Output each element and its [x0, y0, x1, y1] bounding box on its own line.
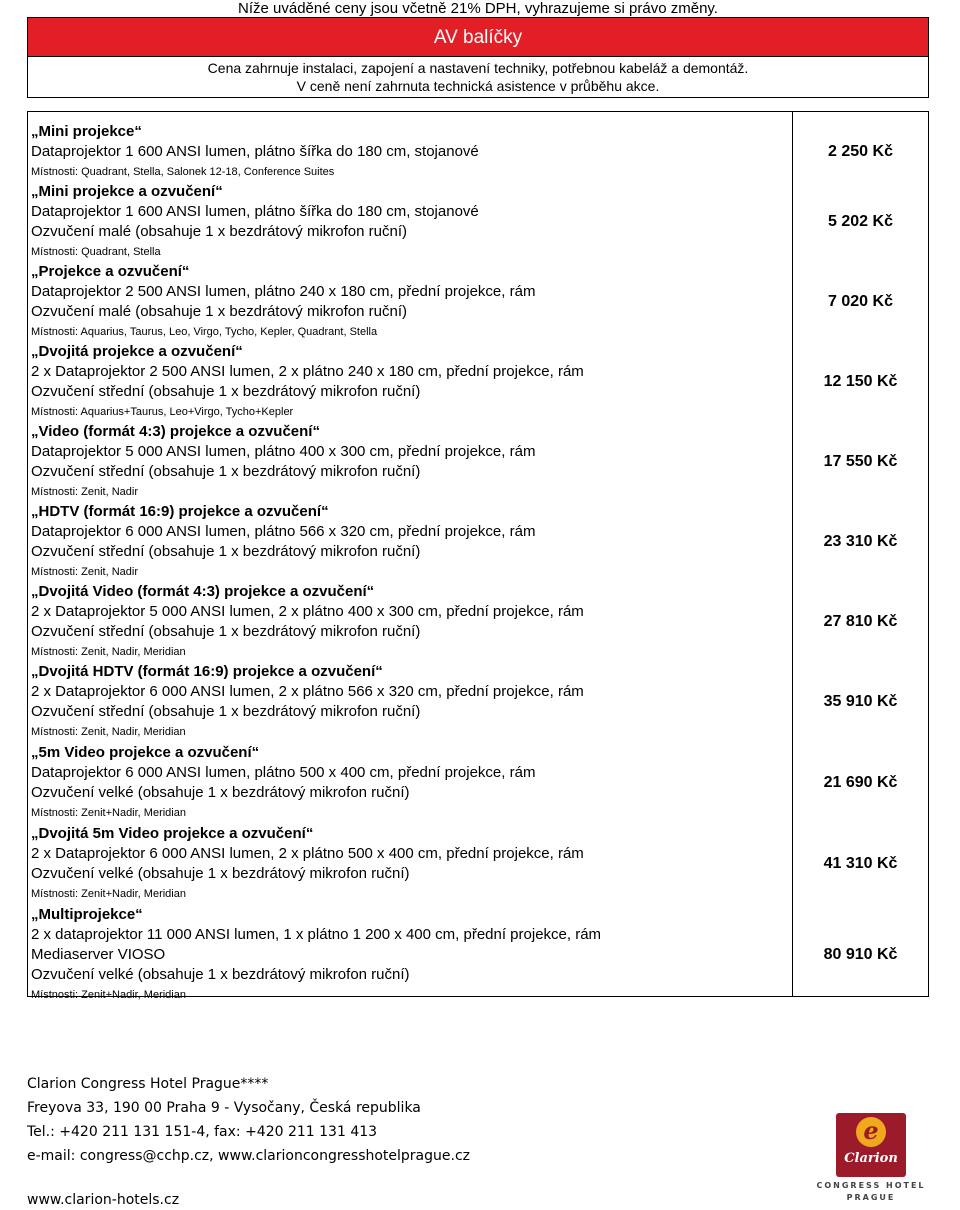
package-name: „Video (formát 4:3) projekce a ozvučení“ [31, 423, 320, 440]
package-detail: 2 x Dataprojektor 2 500 ANSI lumen, 2 x plátno 240 x 180 cm, přední projekce, rám [31, 363, 584, 380]
package-detail: Dataprojektor 2 500 ANSI lumen, plátno 240 x 180 cm, přední projekce, rám [31, 283, 536, 300]
package-price: 7 020 Kč [828, 293, 893, 310]
package-name: „Mini projekce“ [31, 123, 142, 140]
package-rooms: Místnosti: Zenit, Nadir, Meridian [31, 646, 186, 658]
price-note: Níže uváděné ceny jsou včetně 21% DPH, vyhrazujeme si právo změny. [238, 0, 718, 17]
package-name: „Dvojitá projekce a ozvučení“ [31, 343, 243, 360]
hotel-phone: Tel.: +420 211 131 151-4, fax: +420 211 131 413 [27, 1124, 378, 1140]
package-detail: Ozvučení střední (obsahuje 1 x bezdrátový mikrofon ruční) [31, 543, 421, 560]
package-rooms: Místnosti: Quadrant, Stella, Salonek 12-18, Conference Suites [31, 166, 335, 178]
package-detail: Ozvučení velké (obsahuje 1 x bezdrátový mikrofon ruční) [31, 865, 410, 882]
package-item [31, 342, 781, 422]
package-detail: Ozvučení střední (obsahuje 1 x bezdrátový mikrofon ruční) [31, 703, 421, 720]
package-rooms: Místnosti: Aquarius, Taurus, Leo, Virgo, Tycho, Kepler, Quadrant, Stella [31, 326, 378, 338]
logo-city: PRAGUE [846, 1193, 896, 1202]
package-detail: 2 x Dataprojektor 6 000 ANSI lumen, 2 x plátno 566 x 320 cm, přední projekce, rám [31, 683, 584, 700]
logo-wordmark: Clarion [844, 1151, 898, 1166]
package-detail: Dataprojektor 6 000 ANSI lumen, plátno 566 x 320 cm, přední projekce, rám [31, 523, 536, 540]
package-detail: Dataprojektor 1 600 ANSI lumen, plátno šířka do 180 cm, stojanové [31, 143, 479, 160]
package-detail: 2 x Dataprojektor 5 000 ANSI lumen, 2 x plátno 400 x 300 cm, přední projekce, rám [31, 603, 584, 620]
package-price: 17 550 Kč [823, 453, 898, 470]
package-detail: Ozvučení střední (obsahuje 1 x bezdrátový mikrofon ruční) [31, 623, 421, 640]
includes-note: Cena zahrnuje instalaci, zapojení a nastavení techniky, potřebnou kabeláž a demontáž. [207, 60, 749, 76]
package-detail: Dataprojektor 5 000 ANSI lumen, plátno 400 x 300 cm, přední projekce, rám [31, 443, 536, 460]
package-detail: Ozvučení střední (obsahuje 1 x bezdrátový mikrofon ruční) [31, 463, 421, 480]
hotel-contact [27, 1072, 470, 1168]
package-item [31, 422, 781, 502]
hotel-email[interactable]: e-mail: congress@cchp.cz, www.clarioncongresshotelprague.cz [27, 1148, 471, 1164]
package-rooms: Místnosti: Quadrant, Stella [31, 246, 161, 258]
package-price: 12 150 Kč [823, 373, 898, 390]
package-item [31, 502, 781, 582]
package-detail: Ozvučení malé (obsahuje 1 x bezdrátový mikrofon ruční) [31, 223, 408, 240]
logo-square [836, 1113, 906, 1177]
package-name: „Dvojitá HDTV (formát 16:9) projekce a ozvučení“ [31, 663, 383, 680]
package-rooms: Místnosti: Aquarius+Taurus, Leo+Virgo, Tycho+Kepler [31, 406, 294, 418]
package-item [31, 824, 781, 904]
av-packages-header [27, 17, 929, 98]
package-price: 2 250 Kč [828, 143, 893, 160]
package-name: „Dvojitá Video (formát 4:3) projekce a ozvučení“ [31, 583, 375, 600]
package-item [31, 662, 781, 742]
clarion-logo [812, 1113, 930, 1205]
logo-subtitle: CONGRESS HOTEL [816, 1181, 926, 1190]
package-name: „HDTV (formát 16:9) projekce a ozvučení“ [31, 503, 329, 520]
package-rooms: Místnosti: Zenit, Nadir, Meridian [31, 726, 186, 738]
package-price: 5 202 Kč [828, 213, 893, 230]
package-name: „Projekce a ozvučení“ [31, 263, 190, 280]
package-detail: Dataprojektor 1 600 ANSI lumen, plátno šířka do 180 cm, stojanové [31, 203, 479, 220]
package-detail: 2 x dataprojektor 11 000 ANSI lumen, 1 x plátno 1 200 x 400 cm, přední projekce, rám [31, 926, 602, 943]
logo-e-icon: e [856, 1117, 886, 1147]
package-detail: Dataprojektor 6 000 ANSI lumen, plátno 500 x 400 cm, přední projekce, rám [31, 764, 536, 781]
package-item [31, 122, 781, 182]
package-name: „Mini projekce a ozvučení“ [31, 183, 223, 200]
package-item [31, 743, 781, 823]
package-rooms: Místnosti: Zenit+Nadir, Meridian [31, 989, 186, 1001]
package-name: „Dvojitá 5m Video projekce a ozvučení“ [31, 825, 314, 842]
package-detail: Ozvučení velké (obsahuje 1 x bezdrátový mikrofon ruční) [31, 966, 410, 983]
package-rooms: Místnosti: Zenit, Nadir [31, 486, 138, 498]
hotel-name: Clarion Congress Hotel Prague**** [27, 1076, 269, 1092]
excludes-note: V ceně není zahrnuta technická asistence v průběhu akce. [296, 78, 660, 94]
packages-table [27, 111, 929, 1001]
package-detail: Ozvučení střední (obsahuje 1 x bezdrátový mikrofon ruční) [31, 383, 421, 400]
package-price: 35 910 Kč [823, 693, 898, 710]
website-link[interactable]: www.clarion-hotels.cz [27, 1192, 180, 1208]
package-name: „Multiprojekce“ [31, 906, 143, 923]
package-rooms: Místnosti: Zenit, Nadir [31, 566, 138, 578]
package-item [31, 182, 781, 262]
package-price: 21 690 Kč [823, 774, 898, 791]
package-item [31, 905, 781, 1005]
package-detail: Ozvučení velké (obsahuje 1 x bezdrátový mikrofon ruční) [31, 784, 410, 801]
package-price: 41 310 Kč [823, 855, 898, 872]
package-price: 23 310 Kč [823, 533, 898, 550]
package-rooms: Místnosti: Zenit+Nadir, Meridian [31, 888, 186, 900]
package-detail: Ozvučení malé (obsahuje 1 x bezdrátový mikrofon ruční) [31, 303, 408, 320]
package-item [31, 262, 781, 342]
package-detail: Mediaserver VIOSO [31, 946, 166, 963]
package-rooms: Místnosti: Zenit+Nadir, Meridian [31, 807, 186, 819]
package-item [31, 582, 781, 662]
package-name: „5m Video projekce a ozvučení“ [31, 744, 260, 761]
package-price: 27 810 Kč [823, 613, 898, 630]
package-detail: 2 x Dataprojektor 6 000 ANSI lumen, 2 x plátno 500 x 400 cm, přední projekce, rám [31, 845, 584, 862]
package-price: 80 910 Kč [823, 946, 898, 963]
section-title: AV balíčky [28, 18, 928, 57]
hotel-address: Freyova 33, 190 00 Praha 9 - Vysočany, Česká republika [27, 1100, 421, 1116]
